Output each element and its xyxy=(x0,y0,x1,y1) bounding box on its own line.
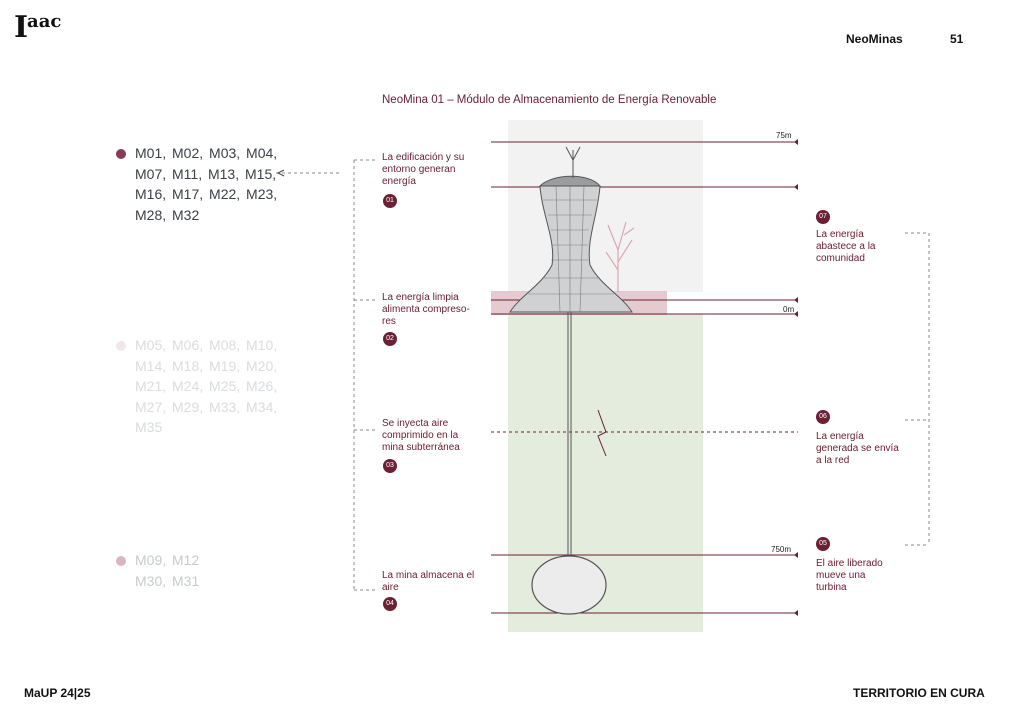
step-05-text: El aire liberado mueve una turbina xyxy=(816,558,883,593)
step-02-badge: 02 xyxy=(383,332,397,346)
step-01-text: La edificación y su entorno generan energía xyxy=(382,152,465,187)
step-04-text: La mina almacena el aire xyxy=(382,570,475,593)
mine-codes-group-2: M05, M06, M08, M10, M14, M18, M19, M20, M21, M24, M25, M26, M27, M29, M33, M34, M35 xyxy=(135,337,278,435)
group-dot-3 xyxy=(116,556,126,566)
step-03-badge: 03 xyxy=(383,459,397,473)
right-bracket xyxy=(905,233,929,545)
step-03-text: Se inyecta aire comprimido en la mina subterránea xyxy=(382,418,460,453)
group-dot-1 xyxy=(116,149,126,159)
step-06-badge: 06 xyxy=(816,410,830,424)
line-markers xyxy=(794,139,798,616)
mine-codes-group-3: M09, M12 M30, M31 xyxy=(135,552,200,589)
step-06-text: La energía generada se envía a la red xyxy=(816,431,899,466)
page-title: NeoMina 01 – Módulo de Almacenamiento de Energía Renovable xyxy=(382,94,717,106)
depth-label-ground: 0m xyxy=(783,305,795,314)
storage-cavern xyxy=(532,556,606,614)
logo-letter: I xyxy=(14,10,28,45)
project-name: NeoMinas xyxy=(846,32,903,46)
footer-section: TERRITORIO EN CURA xyxy=(853,686,985,700)
footer-course: MaUP 24|25 xyxy=(24,686,91,700)
step-07-badge: 07 xyxy=(816,210,830,224)
depth-label-top: 75m xyxy=(776,131,792,140)
step-02-text: La energía limpia alimenta compreso-res xyxy=(382,292,470,327)
step-07-text: La energía abastece a la comunidad xyxy=(816,229,876,264)
depth-label-bottom: 750m xyxy=(771,545,792,554)
mine-codes-group-1: M01, M02, M03, M04, M07, M11, M13, M15, M16, M17, M22, M23, M28, M32 xyxy=(135,145,278,223)
step-01-badge: 01 xyxy=(383,194,397,208)
page-number: 51 xyxy=(950,32,964,46)
step-05-badge: 05 xyxy=(816,537,830,551)
sky-background xyxy=(508,120,703,292)
group-dot-2 xyxy=(116,341,126,351)
step-04-badge: 04 xyxy=(383,597,397,611)
logo-superscript: aac xyxy=(27,11,62,32)
